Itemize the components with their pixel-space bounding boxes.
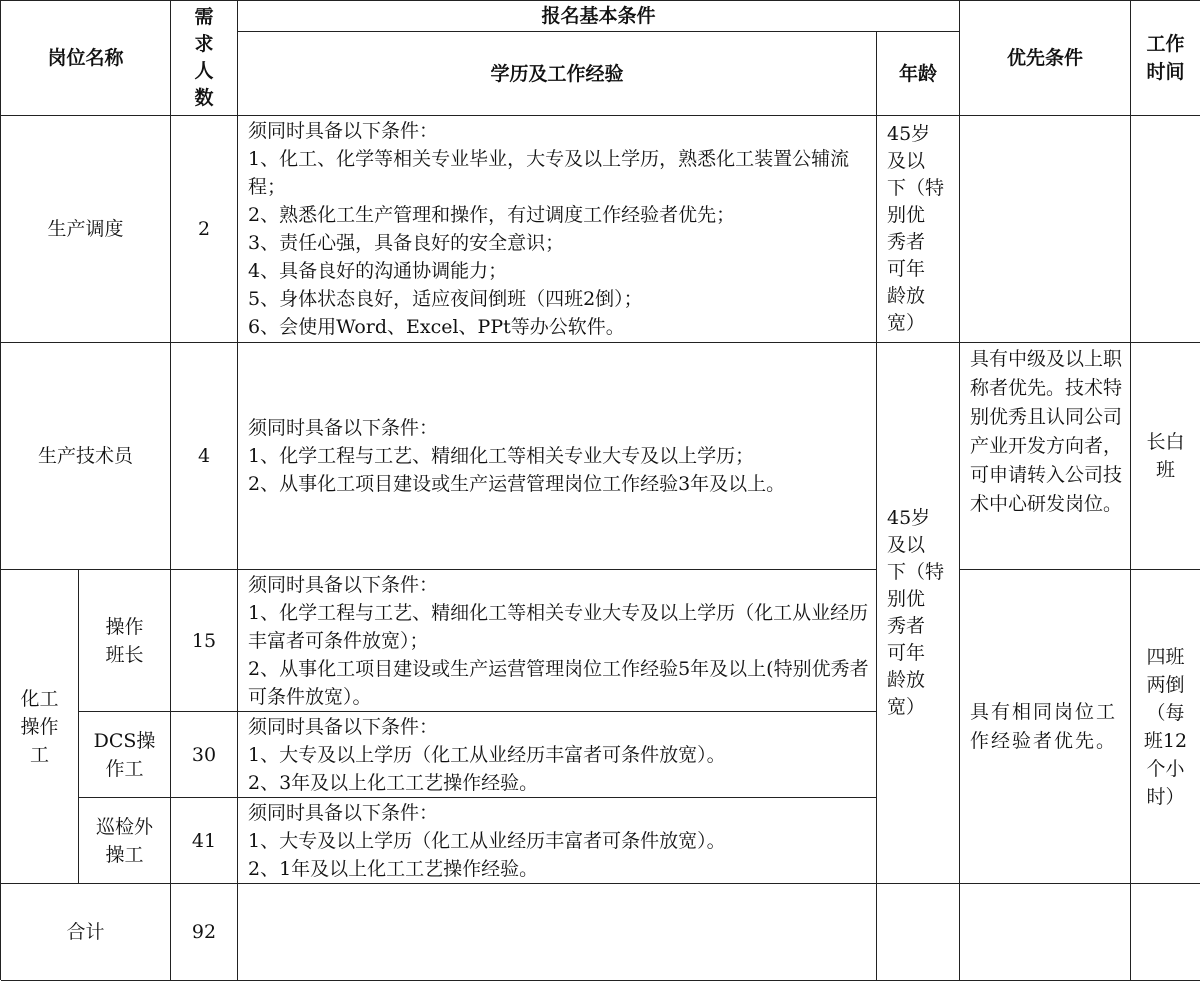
row-scheduling-count: 2 xyxy=(171,116,238,343)
row-technician-requirements: 须同时具备以下条件： 1、化学工程与工艺、精细化工等相关专业大专及以上学历； 2、从事化工项目建设或生产运营管理岗位工作经验3年及以上。 xyxy=(238,343,877,570)
row-scheduling-requirements: 须同时具备以下条件： 1、化工、化学等相关专业毕业，大专及以上学历，熟悉化工装置公辅流程； 2、熟悉化工生产管理和操作，有过调度工作经验者优先； 3、责任心强，具备良好的安全意识； 4、具备良好的沟通协调能力； 5、身体状态良好，适应夜间倒班（四班2倒）； 6、会使用Word、Excel、PPt等办公软件。 xyxy=(238,116,877,343)
row-technician-priority: 具有中级及以上职称者优先。技术特别优秀且认同公司产业开发方向者，可申请转入公司技术中心研发岗位。 xyxy=(960,343,1131,570)
row-operators-age: 45岁 及以 下（特 别优 秀者 可年 龄放 宽） xyxy=(877,343,960,884)
row-operators-work-time: 四班 两倒 （每 班12 个小 时） xyxy=(1131,570,1200,884)
header-position-name: 岗位名称 xyxy=(1,1,171,116)
row-operator-group-name: 化工 操作 工 xyxy=(1,570,79,884)
row-shift-leader-requirements: 须同时具备以下条件： 1、化学工程与工艺、精细化工等相关专业大专及以上学历（化工从业经历丰富者可条件放宽）； 2、从事化工项目建设或生产运营管理岗位工作经验5年及以上(特别优秀者可条件放宽）。 xyxy=(238,570,877,712)
row-dcs-operator-requirements: 须同时具备以下条件： 1、大专及以上学历（化工从业经历丰富者可条件放宽）。 2、3年及以上化工工艺操作经验。 xyxy=(238,712,877,798)
row-operators-priority: 具有相同岗位工作经验者优先。 xyxy=(960,570,1131,884)
row-total-requirements xyxy=(238,884,877,981)
row-scheduling-name: 生产调度 xyxy=(1,116,171,343)
row-technician-work-time: 长白 班 xyxy=(1131,343,1200,570)
row-scheduling-age: 45岁 及以 下（特 别优 秀者 可年 龄放 宽） xyxy=(877,116,960,343)
header-age: 年龄 xyxy=(877,32,960,116)
row-scheduling-priority xyxy=(960,116,1131,343)
row-total-work-time xyxy=(1131,884,1200,981)
row-shift-leader-count: 15 xyxy=(171,570,238,712)
header-education-experience: 学历及工作经验 xyxy=(238,32,877,116)
row-total-name: 合计 xyxy=(1,884,171,981)
header-basic-conditions: 报名基本条件 xyxy=(238,1,960,32)
row-dcs-operator-name: DCS操 作工 xyxy=(79,712,171,798)
row-patrol-operator-requirements: 须同时具备以下条件： 1、大专及以上学历（化工从业经历丰富者可条件放宽）。 2、1年及以上化工工艺操作经验。 xyxy=(238,798,877,884)
row-patrol-operator-count: 41 xyxy=(171,798,238,884)
row-shift-leader-name: 操作 班长 xyxy=(79,570,171,712)
row-total-age xyxy=(877,884,960,981)
header-headcount: 需 求 人 数 xyxy=(171,1,238,116)
row-dcs-operator-count: 30 xyxy=(171,712,238,798)
header-priority: 优先条件 xyxy=(960,1,1131,116)
row-total-count: 92 xyxy=(171,884,238,981)
header-work-time: 工作 时间 xyxy=(1131,1,1200,116)
row-patrol-operator-name: 巡检外 操工 xyxy=(79,798,171,884)
row-technician-name: 生产技术员 xyxy=(1,343,171,570)
row-total-priority xyxy=(960,884,1131,981)
row-technician-count: 4 xyxy=(171,343,238,570)
row-scheduling-work-time xyxy=(1131,116,1200,343)
